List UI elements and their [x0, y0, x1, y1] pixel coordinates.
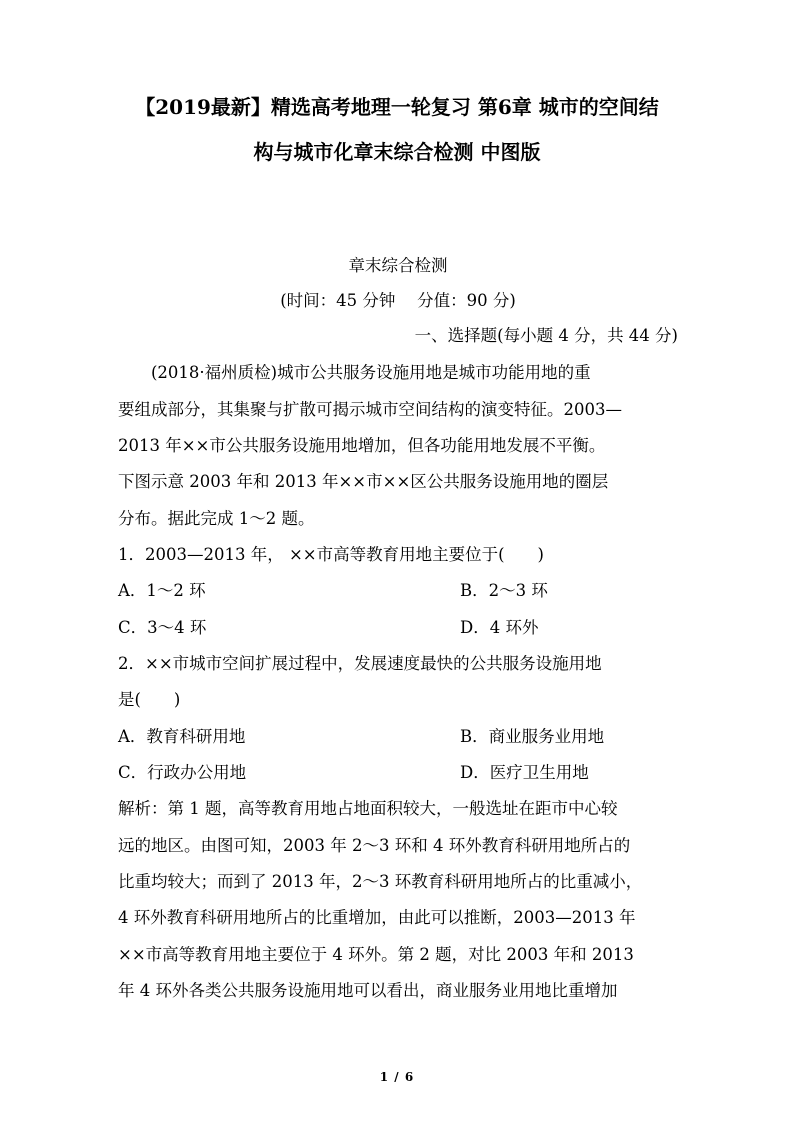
- intro-line: (2018·福州质检)城市公共服务设施用地是城市功能用地的重: [118, 363, 591, 382]
- question-2-option-c: C．行政办公用地: [118, 763, 247, 782]
- question-2-option-d: D．医疗卫生用地: [460, 763, 589, 782]
- document-title-line-1: 【2019最新】精选高考地理一轮复习 第6章 城市的空间结: [135, 95, 659, 119]
- question-2-option-a: A．教育科研用地: [118, 727, 246, 746]
- analysis-line: 解析：第 1 题，高等教育用地占地面积较大，一般选址在距市中心较: [118, 799, 618, 818]
- time-score-line: (时间：45 分钟 分值：90 分): [280, 291, 516, 310]
- analysis-line: 比重均较大；而到了 2013 年，2～3 环教育科研用地所占的比重减小，: [118, 872, 643, 891]
- question-1-stem: 1．2003—2013 年， ××市高等教育用地主要位于( ): [118, 545, 544, 564]
- question-2-stem: 是( ): [118, 690, 181, 709]
- analysis-line: 年 4 环外各类公共服务设施用地可以看出，商业服务业用地比重增加: [118, 981, 618, 1000]
- page-number: 1 / 6: [379, 1070, 415, 1084]
- question-1-option-b: B．2～3 环: [460, 581, 548, 600]
- analysis-line: 远的地区。由图可知，2003 年 2～3 环和 4 环外教育科研用地所占的: [118, 836, 631, 855]
- intro-line: 下图示意 2003 年和 2013 年××市××区公共服务设施用地的圈层: [118, 472, 609, 491]
- question-2-option-b: B．商业服务业用地: [460, 727, 605, 746]
- intro-line: 2013 年××市公共服务设施用地增加，但各功能用地发展不平衡。: [118, 436, 606, 455]
- intro-line: 要组成部分，其集聚与扩散可揭示城市空间结构的演变特征。2003—: [118, 400, 622, 419]
- intro-line: 分布。据此完成 1～2 题。: [118, 509, 315, 528]
- analysis-line: ××市高等教育用地主要位于 4 环外。第 2 题，对比 2003 年和 2013: [118, 945, 634, 964]
- chapter-heading: 章末综合检测: [348, 256, 448, 275]
- analysis-line: 4 环外教育科研用地所占的比重增加，由此可以推断，2003—2013 年: [118, 908, 636, 927]
- question-1-option-a: A．1～2 环: [118, 581, 206, 600]
- question-1-option-d: D．4 环外: [460, 618, 539, 637]
- document-title-line-2: 构与城市化章末综合检测 中图版: [253, 140, 541, 164]
- question-2-stem: 2．××市城市空间扩展过程中，发展速度最快的公共服务设施用地: [118, 654, 602, 673]
- section-heading: 一、选择题(每小题 4 分，共 44 分): [414, 326, 678, 345]
- question-1-option-c: C．3～4 环: [118, 618, 207, 637]
